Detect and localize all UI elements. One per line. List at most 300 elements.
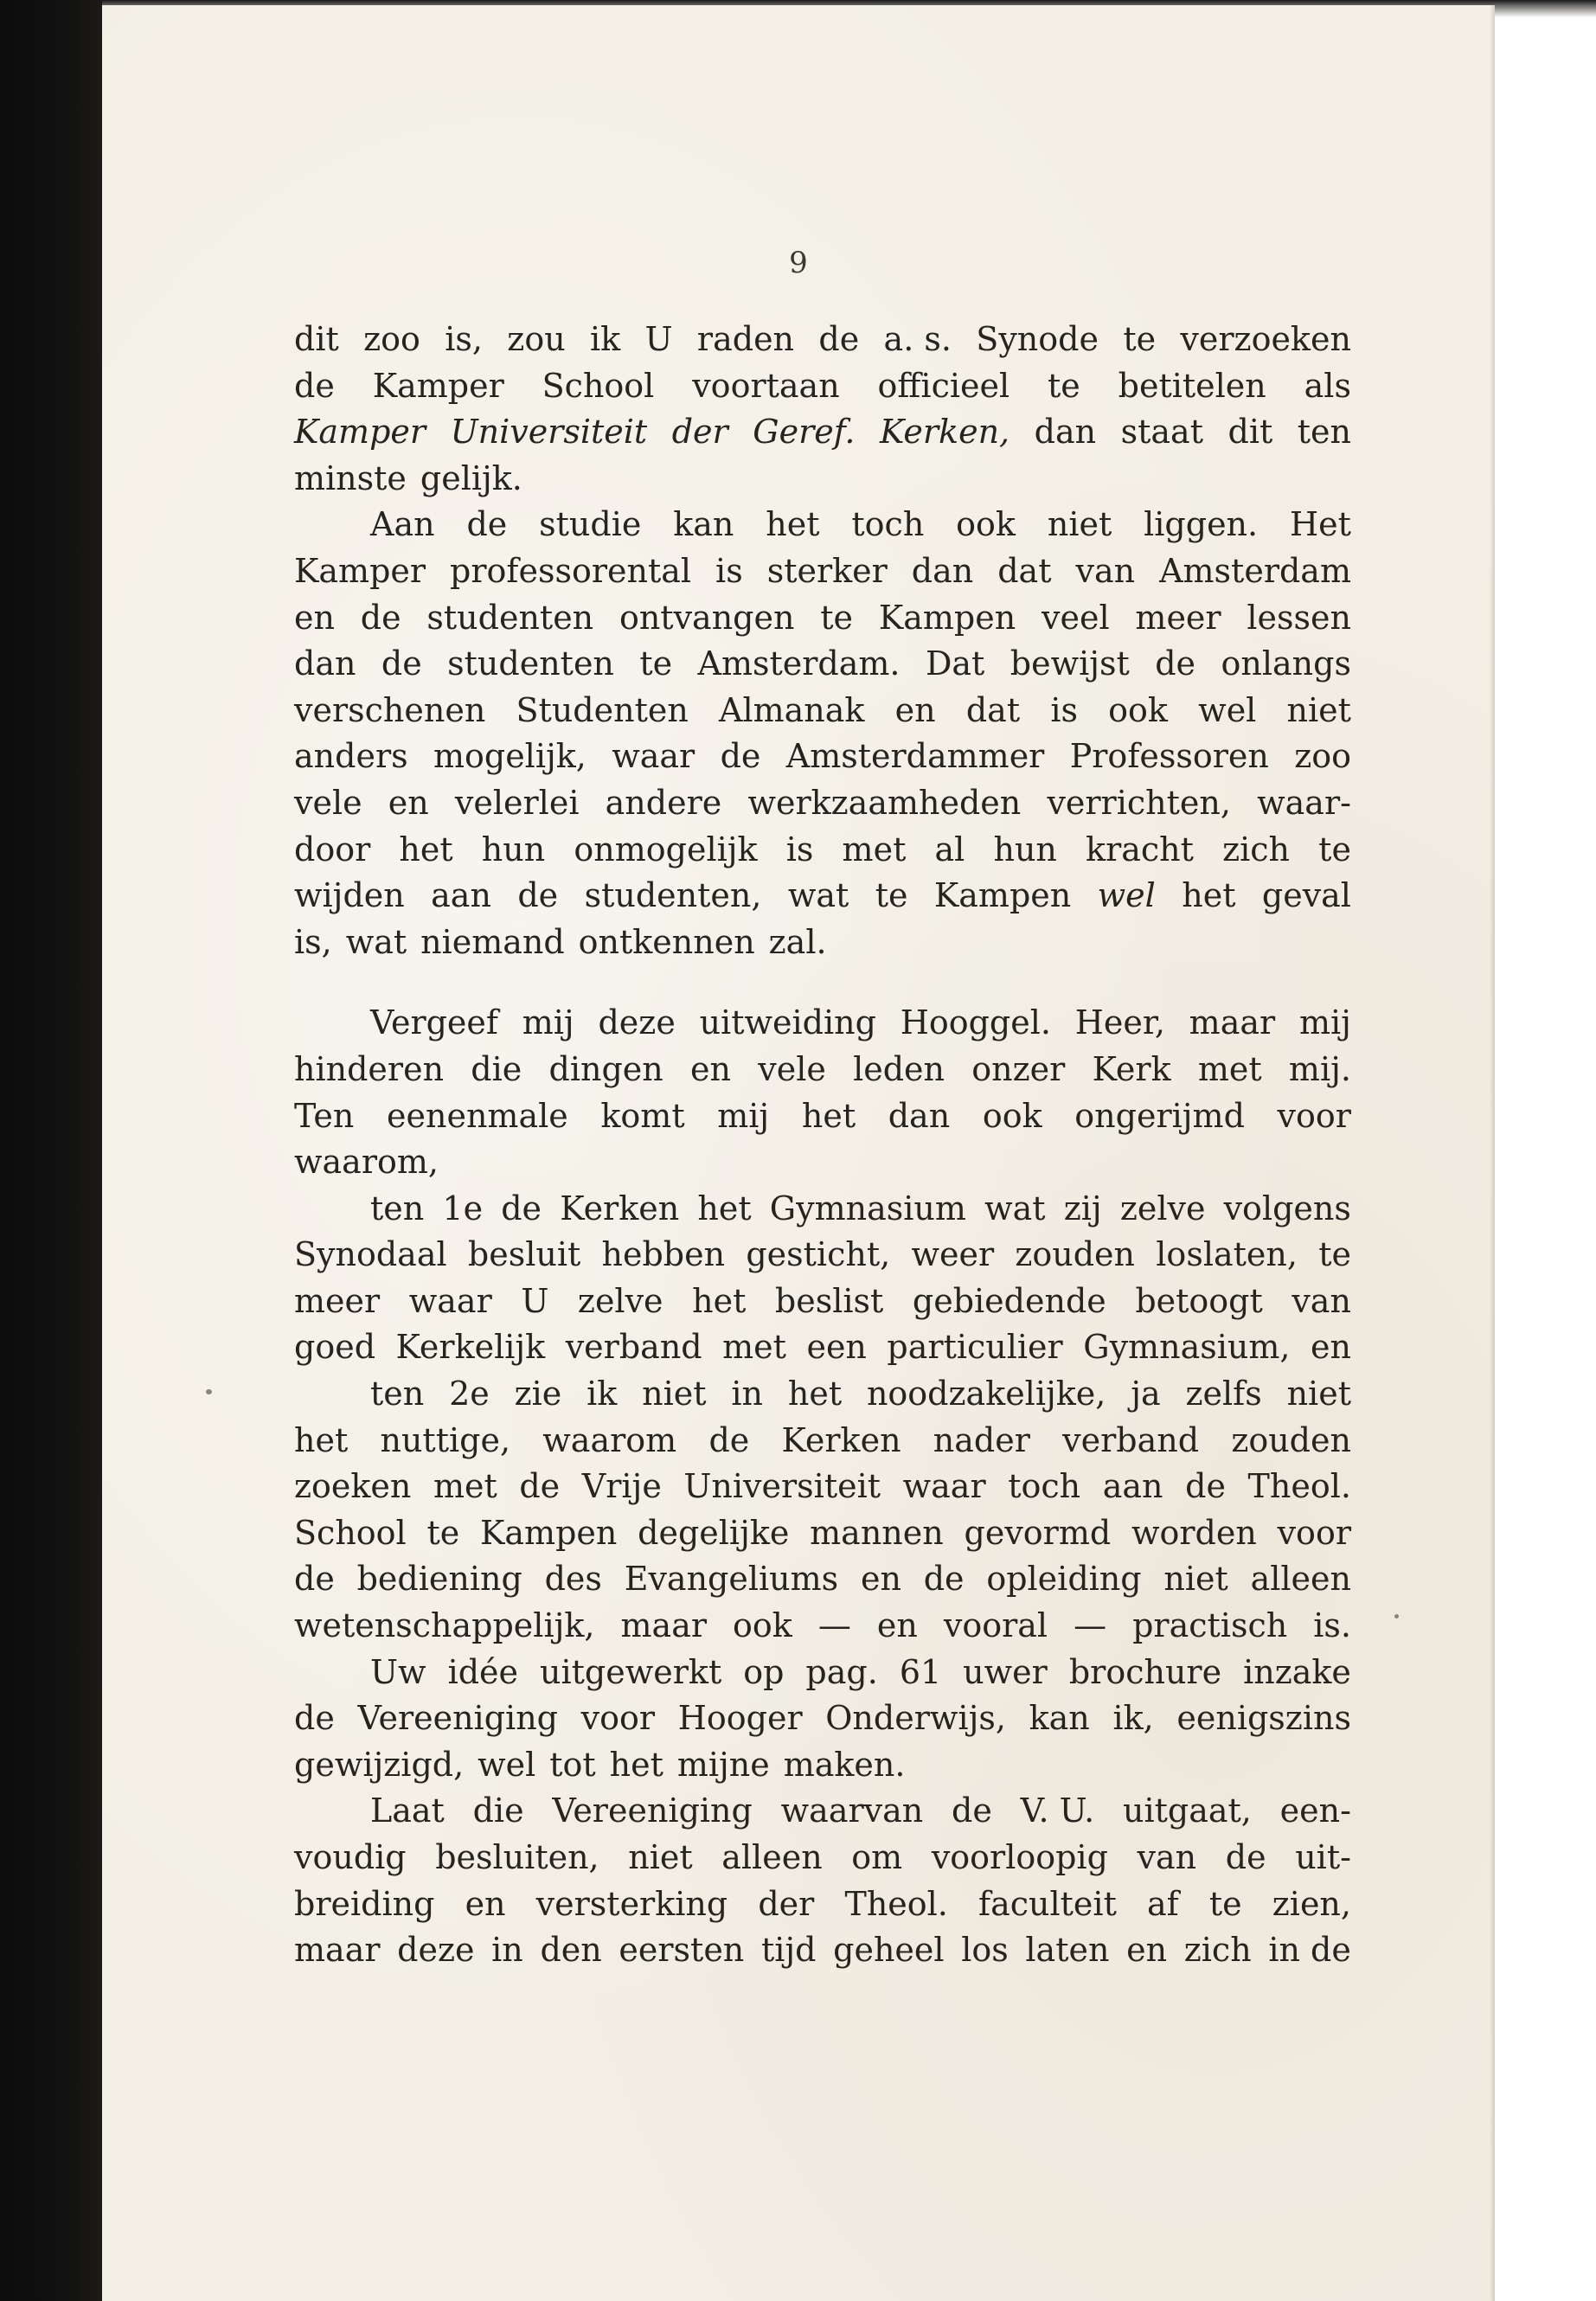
- word: zich: [1222, 830, 1291, 868]
- word: alleen: [1250, 1560, 1351, 1599]
- word: ongerijmd: [1074, 1096, 1245, 1135]
- text-line: [294, 1000, 1351, 1047]
- text-line: [294, 1742, 1351, 1789]
- word: dan: [294, 644, 356, 683]
- word: minste: [294, 458, 407, 497]
- text-line: [294, 502, 1351, 548]
- word: maken.: [783, 1745, 906, 1784]
- word: zie: [514, 1375, 562, 1413]
- word: veel: [1042, 598, 1110, 637]
- text-line: [294, 1418, 1351, 1465]
- word: de: [294, 366, 335, 405]
- word: voor: [1277, 1513, 1351, 1552]
- word: alleen: [721, 1838, 823, 1876]
- word: besluiten,: [435, 1838, 599, 1876]
- word: gebiedende: [912, 1281, 1106, 1320]
- book-page: [102, 5, 1495, 2301]
- word: het: [787, 1375, 843, 1413]
- word: is,: [294, 922, 332, 961]
- word: voor: [1277, 1096, 1351, 1135]
- word: mannen: [810, 1513, 944, 1552]
- word: Kerkelijk: [395, 1328, 546, 1367]
- word: met: [433, 1467, 497, 1506]
- word: beslist: [774, 1281, 884, 1320]
- word: de: [466, 505, 508, 544]
- word: dan: [1034, 413, 1097, 452]
- word: wel: [1198, 690, 1257, 729]
- text-line: [294, 1371, 1351, 1418]
- word: den: [540, 1931, 602, 1970]
- word: Kerken: [560, 1189, 680, 1227]
- text-line: [294, 827, 1351, 874]
- word: de: [294, 1699, 335, 1738]
- word: ten: [370, 1375, 425, 1413]
- word: nader: [933, 1420, 1030, 1459]
- word: bewijst: [1010, 644, 1130, 683]
- word: is.: [1313, 1606, 1351, 1645]
- word: waarvan: [780, 1791, 924, 1830]
- word: het: [399, 830, 453, 868]
- word: Studenten: [516, 690, 689, 729]
- word: is: [1050, 690, 1078, 729]
- word: werkzaamheden: [747, 783, 1022, 822]
- word: Aan: [370, 505, 435, 544]
- word: en: [465, 1884, 506, 1923]
- word: uit-: [1295, 1838, 1351, 1876]
- word: degelijke: [638, 1513, 790, 1552]
- word: studenten: [426, 598, 594, 637]
- word: leden: [853, 1049, 945, 1088]
- word: los: [961, 1931, 1009, 1970]
- word: wel: [1097, 876, 1156, 915]
- word: uitgewerkt: [540, 1652, 722, 1691]
- word: des: [544, 1560, 602, 1599]
- word: kan: [673, 505, 734, 544]
- word: en: [894, 690, 936, 729]
- text-line: [294, 1139, 1351, 1186]
- word: op: [743, 1652, 785, 1691]
- text-line: [294, 688, 1351, 734]
- word: door: [294, 830, 371, 868]
- word: ik: [590, 320, 621, 358]
- word: en: [860, 1560, 901, 1599]
- word: maar: [294, 1931, 381, 1970]
- word: niet: [1047, 505, 1112, 544]
- word: die: [471, 1049, 522, 1088]
- word: lessen: [1247, 598, 1351, 637]
- word: wat: [984, 1189, 1046, 1227]
- word: van: [1137, 1838, 1197, 1876]
- word: toch: [1008, 1467, 1081, 1506]
- word: Ten: [294, 1096, 355, 1135]
- word: ook: [956, 505, 1016, 544]
- word: hun: [481, 830, 546, 868]
- word: van: [1075, 551, 1136, 590]
- word: idée: [447, 1652, 519, 1691]
- word: is,: [445, 320, 483, 358]
- word: ontkennen: [578, 922, 755, 961]
- word: Vergeef: [370, 1003, 498, 1042]
- word: eenigszins: [1176, 1699, 1351, 1738]
- word: zien,: [1272, 1884, 1351, 1923]
- word: eenenmale: [387, 1096, 568, 1135]
- word: aan: [1102, 1467, 1163, 1506]
- word: professorental: [450, 551, 692, 590]
- word: Synodaal: [294, 1235, 447, 1274]
- word: de: [360, 598, 401, 637]
- word: studenten: [447, 644, 614, 683]
- word: te: [639, 644, 673, 683]
- word: Gymnasium: [769, 1189, 966, 1227]
- word: gewijzigd,: [294, 1745, 465, 1784]
- word: breiding: [294, 1884, 435, 1923]
- word: verband: [1062, 1420, 1200, 1459]
- word: gesticht,: [746, 1235, 891, 1274]
- word: dingen: [548, 1049, 663, 1088]
- word: Geref.: [753, 413, 856, 452]
- word: zelve: [1119, 1189, 1206, 1227]
- word: zelfs: [1185, 1375, 1262, 1413]
- word: onmogelijk: [574, 830, 758, 868]
- word: te: [426, 1513, 460, 1552]
- word: niet: [1286, 690, 1351, 729]
- word: Hooger: [677, 1699, 803, 1738]
- text-line: [294, 1695, 1351, 1742]
- word: voudig: [294, 1838, 407, 1876]
- word: —: [1074, 1606, 1107, 1645]
- word: Kamper: [294, 413, 426, 452]
- word: met: [842, 830, 907, 868]
- word: het: [294, 1420, 349, 1459]
- word: dat: [965, 690, 1021, 729]
- word: als: [1304, 366, 1351, 405]
- text-line: [294, 548, 1351, 595]
- word: zal.: [768, 922, 827, 961]
- page-number: 9: [789, 246, 808, 280]
- word: der: [758, 1884, 815, 1923]
- text-line: [294, 1556, 1351, 1603]
- word: toch: [851, 505, 925, 544]
- text-line: [294, 873, 1351, 920]
- word: niet: [642, 1375, 707, 1413]
- word: betoogt: [1135, 1281, 1263, 1320]
- word: een: [806, 1328, 867, 1367]
- word: in de: [1268, 1931, 1351, 1970]
- word: mijne: [676, 1745, 770, 1784]
- word: en: [1126, 1931, 1168, 1970]
- word: kracht: [1086, 830, 1194, 868]
- word: verrichten,: [1047, 783, 1231, 822]
- word: 2e: [449, 1375, 490, 1413]
- word: laten: [1025, 1931, 1110, 1970]
- word: deze: [598, 1003, 676, 1042]
- word: ook: [733, 1606, 792, 1645]
- text-line: [294, 317, 1351, 363]
- word: hebben: [601, 1235, 726, 1274]
- word: 61: [899, 1652, 942, 1691]
- word: mij: [717, 1096, 770, 1135]
- word: wetenschappelijk,: [294, 1606, 595, 1645]
- word: raden: [696, 320, 795, 358]
- word: Evangeliums: [624, 1560, 839, 1599]
- word: wijden: [294, 876, 405, 915]
- word: die: [472, 1791, 524, 1830]
- word: de: [818, 320, 860, 358]
- text-line: [294, 1279, 1351, 1325]
- word: worden: [1131, 1513, 1257, 1552]
- word: zoeken: [294, 1467, 412, 1506]
- text-line: [294, 1835, 1351, 1881]
- word: School: [542, 366, 655, 405]
- word: anders: [294, 737, 408, 776]
- word: gevormd: [964, 1513, 1112, 1552]
- word: Kerken: [781, 1420, 901, 1459]
- text-line: [294, 734, 1351, 780]
- word: Almanak: [719, 690, 865, 729]
- word: waar: [408, 1281, 492, 1320]
- word: de: [708, 1420, 750, 1459]
- text-line: [294, 1186, 1351, 1233]
- word: Uw: [370, 1652, 426, 1691]
- word: de: [501, 1189, 542, 1227]
- word: is: [785, 830, 814, 868]
- word: een-: [1279, 1791, 1351, 1830]
- word: met: [1197, 1049, 1262, 1088]
- word: ik: [586, 1375, 618, 1413]
- word: onzer: [971, 1049, 1066, 1088]
- word: Vereeniging: [357, 1699, 558, 1738]
- word: Gymnasium,: [1083, 1328, 1291, 1367]
- word: verband: [565, 1328, 702, 1367]
- word: sterker: [766, 551, 888, 590]
- word: vooral: [943, 1606, 1048, 1645]
- word: maar: [1189, 1003, 1276, 1042]
- word: School: [294, 1513, 407, 1552]
- text-line: [294, 1047, 1351, 1093]
- word: dan: [911, 551, 974, 590]
- word: en: [876, 1606, 918, 1645]
- word: wel: [478, 1745, 536, 1784]
- word: gelijk.: [420, 458, 522, 497]
- word: zoo: [1294, 737, 1351, 776]
- word: goed: [294, 1328, 376, 1367]
- word: mij.: [1288, 1049, 1351, 1088]
- word: eersten: [619, 1931, 745, 1970]
- word: niet: [1286, 1375, 1351, 1413]
- word: te: [1048, 366, 1080, 405]
- word: zoo: [363, 320, 420, 358]
- word: ik,: [1112, 1699, 1154, 1738]
- word: wat: [345, 922, 407, 961]
- word: brochure: [1068, 1652, 1222, 1691]
- word: tijd: [760, 1931, 817, 1970]
- body-text: [294, 317, 1351, 1974]
- word: ten: [370, 1189, 425, 1227]
- text-line: [294, 1510, 1351, 1557]
- word: de: [952, 1791, 992, 1830]
- word: de: [381, 644, 422, 683]
- word: staat: [1120, 413, 1203, 452]
- text-line: [294, 409, 1351, 456]
- word: het: [692, 1281, 747, 1320]
- word: niet: [1163, 1560, 1228, 1599]
- word: versterking: [535, 1884, 728, 1923]
- word: —: [817, 1606, 851, 1645]
- page-edge: [1490, 5, 1495, 2301]
- word: in: [731, 1375, 764, 1413]
- paper-speck: [1394, 1614, 1399, 1618]
- word: practisch: [1132, 1606, 1288, 1645]
- word: de: [720, 737, 761, 776]
- word: te: [1318, 830, 1351, 868]
- word: Amsterdam.: [697, 644, 901, 683]
- word: te: [1318, 1235, 1351, 1274]
- word: onlangs: [1221, 644, 1351, 683]
- word: mij: [522, 1003, 574, 1042]
- word: uwer: [963, 1652, 1048, 1691]
- word: te: [820, 598, 854, 637]
- word: van: [1292, 1281, 1351, 1320]
- word: zouden: [1015, 1235, 1136, 1274]
- word: dit: [294, 320, 339, 358]
- word: ten: [1297, 413, 1351, 452]
- text-line: [294, 780, 1351, 827]
- word: waar-: [1257, 783, 1351, 822]
- word: geval: [1261, 876, 1351, 915]
- word: te: [1208, 1884, 1242, 1923]
- word: waarom,: [294, 1143, 439, 1182]
- word: Theol.: [844, 1884, 948, 1923]
- word: de: [923, 1560, 965, 1599]
- word: voorloopig: [931, 1838, 1108, 1876]
- word: V. U.: [1020, 1791, 1095, 1830]
- word: zelve: [577, 1281, 663, 1320]
- word: het: [801, 1096, 856, 1135]
- word: en: [1310, 1328, 1351, 1367]
- word: Heer,: [1074, 1003, 1165, 1042]
- word: Vereeniging: [552, 1791, 753, 1830]
- binding-shadow: [0, 0, 102, 2301]
- word: af: [1146, 1884, 1179, 1923]
- text-line: [294, 1603, 1351, 1650]
- word: kan: [1029, 1699, 1090, 1738]
- word: Kamper: [294, 551, 426, 590]
- word: komt: [600, 1096, 685, 1135]
- word: Universiteit: [450, 413, 648, 452]
- word: zij: [1063, 1189, 1102, 1227]
- word: Professoren: [1069, 737, 1269, 776]
- word: dan: [888, 1096, 951, 1135]
- word: dit: [1227, 413, 1273, 452]
- word: het: [1182, 876, 1236, 915]
- word: uitgaat,: [1123, 1791, 1252, 1830]
- text-line: [294, 456, 1351, 503]
- word: 1e: [442, 1189, 484, 1227]
- word: mogelijk,: [433, 737, 586, 776]
- word: mij: [1298, 1003, 1351, 1042]
- word: waar: [612, 737, 695, 776]
- word: Hooggel.: [900, 1003, 1051, 1042]
- word: niet: [628, 1838, 693, 1876]
- word: U: [521, 1281, 549, 1320]
- word: het: [766, 505, 820, 544]
- text-line: [294, 1927, 1351, 1974]
- word: noodzakelijke,: [866, 1375, 1106, 1413]
- word: niemand: [420, 922, 565, 961]
- word: betitelen: [1118, 366, 1266, 405]
- word: U: [644, 320, 673, 358]
- word: Kamper: [372, 366, 504, 405]
- word: ook: [982, 1096, 1042, 1135]
- word: ja: [1131, 1375, 1161, 1413]
- word: dat: [997, 551, 1052, 590]
- text-line: [294, 1788, 1351, 1835]
- word: voortaan: [692, 366, 840, 405]
- word: faculteit: [978, 1884, 1117, 1923]
- word: Theol.: [1247, 1467, 1351, 1506]
- word: Het: [1289, 505, 1351, 544]
- text-line: [294, 1881, 1351, 1928]
- word: zich: [1183, 1931, 1252, 1970]
- word: voor: [580, 1699, 656, 1738]
- word: waar: [902, 1467, 986, 1506]
- word: Synode: [976, 320, 1099, 358]
- word: tot: [549, 1745, 596, 1784]
- word: bediening: [356, 1560, 522, 1599]
- word: maar: [620, 1606, 708, 1645]
- word: verzoeken: [1180, 320, 1351, 358]
- word: in: [491, 1931, 523, 1970]
- word: wat: [787, 876, 849, 915]
- paragraph-gap: [294, 965, 1351, 1000]
- word: Kerk: [1092, 1049, 1171, 1088]
- word: loslaten,: [1156, 1235, 1298, 1274]
- word: studenten,: [584, 876, 762, 915]
- text-line: [294, 641, 1351, 688]
- word: waarom: [542, 1420, 677, 1459]
- word: te: [1123, 320, 1157, 358]
- word: Laat: [370, 1791, 445, 1830]
- word: volgens: [1223, 1189, 1351, 1227]
- word: Universiteit: [683, 1467, 881, 1506]
- word: velerlei: [454, 783, 580, 822]
- word: Dat: [925, 644, 985, 683]
- word: a. s.: [883, 320, 952, 358]
- word: te: [875, 876, 908, 915]
- word: deze: [397, 1931, 475, 1970]
- word: weer: [911, 1235, 995, 1274]
- word: der: [671, 413, 728, 452]
- word: Kampen: [480, 1513, 618, 1552]
- word: meer: [294, 1281, 381, 1320]
- word: hinderen: [294, 1049, 445, 1088]
- word: de: [519, 1467, 561, 1506]
- text-line: [294, 1232, 1351, 1279]
- paper-speck: [206, 1389, 212, 1394]
- word: de: [517, 876, 559, 915]
- word: met: [722, 1328, 786, 1367]
- word: de: [1155, 644, 1196, 683]
- word: de: [1225, 1838, 1266, 1876]
- word: Amsterdam: [1159, 551, 1351, 590]
- text-line: [294, 363, 1351, 410]
- text-line: [294, 1464, 1351, 1510]
- word: om: [851, 1838, 903, 1876]
- word: officieel: [877, 366, 1010, 405]
- word: de: [294, 1560, 335, 1599]
- word: het: [609, 1745, 663, 1784]
- word: Vrije: [581, 1467, 662, 1506]
